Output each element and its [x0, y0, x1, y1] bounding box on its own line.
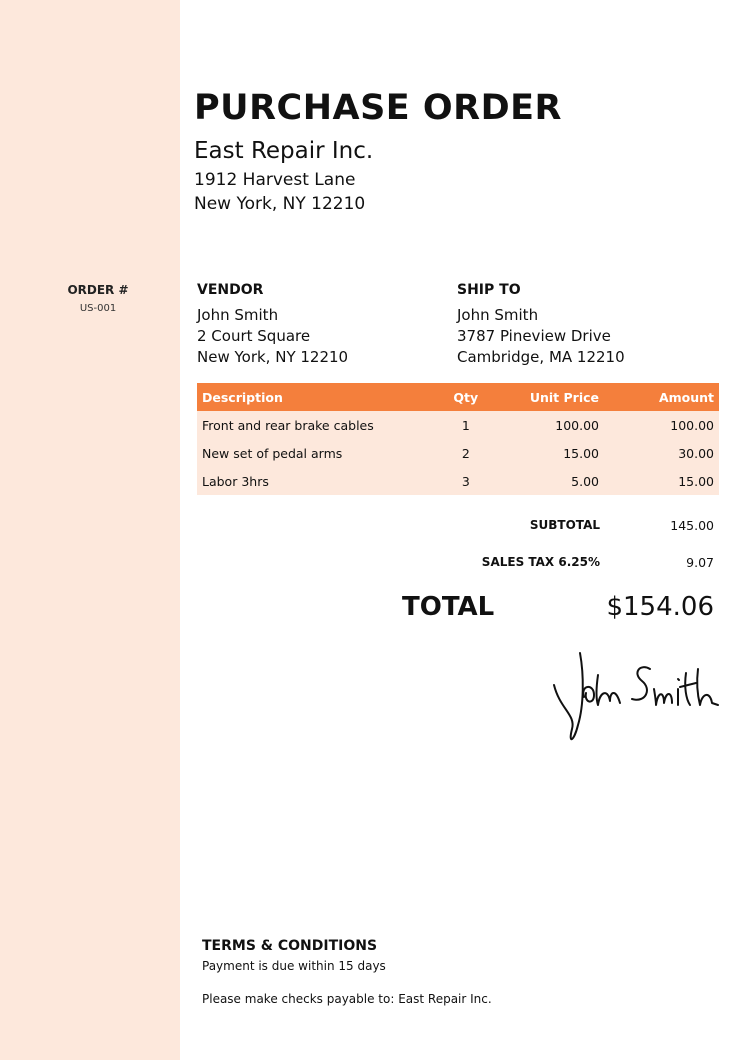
item-unit-price: 100.00: [490, 411, 604, 439]
vendor-city: New York, NY 12210: [197, 348, 349, 366]
item-description: New set of pedal arms: [197, 439, 442, 467]
vendor-name: John Smith: [197, 306, 279, 324]
item-description: Labor 3hrs: [197, 467, 442, 495]
terms-payment-line: Payment is due within 15 days: [202, 959, 386, 973]
order-number-value: US-001: [79, 303, 117, 314]
ship-to-street: 3787 Pineview Drive: [457, 327, 611, 345]
ship-to-city: Cambridge, MA 12210: [457, 348, 625, 366]
table-row: [197, 467, 719, 495]
table-row: [197, 439, 719, 467]
line-items-table: [197, 383, 719, 495]
item-unit-price: 5.00: [490, 467, 604, 495]
column-header-amount: Amount: [604, 383, 719, 411]
vendor-heading: VENDOR: [197, 282, 264, 298]
column-header-description: Description: [197, 383, 442, 411]
company-address-line2: New York, NY 12210: [194, 194, 366, 214]
item-unit-price: 15.00: [490, 439, 604, 467]
ship-to-heading: SHIP TO: [457, 282, 521, 298]
subtotal-label: SUBTOTAL: [529, 518, 600, 532]
sales-tax-value: 9.07: [686, 555, 714, 570]
vendor-street: 2 Court Square: [197, 327, 311, 345]
item-qty: 2: [442, 439, 491, 467]
item-qty: 1: [442, 411, 491, 439]
sidebar-panel: [0, 0, 180, 1060]
column-header-qty: Qty: [442, 383, 491, 411]
table-row: [197, 411, 719, 439]
company-name: East Repair Inc.: [194, 138, 374, 164]
ship-to-name: John Smith: [457, 306, 539, 324]
subtotal-value: 145.00: [670, 518, 714, 533]
total-label: TOTAL: [402, 592, 495, 622]
terms-checks-line: Please make checks payable to: East Repair Inc.: [202, 992, 492, 1006]
company-address-line1: 1912 Harvest Lane: [194, 170, 356, 190]
item-amount: 15.00: [604, 467, 719, 495]
total-value: $154.06: [606, 592, 714, 622]
order-number-label: ORDER #: [67, 283, 129, 297]
document-title: PURCHASE ORDER: [194, 88, 563, 128]
sales-tax-label: SALES TAX 6.25%: [481, 555, 600, 569]
item-amount: 30.00: [604, 439, 719, 467]
item-qty: 3: [442, 467, 491, 495]
signature-image: [550, 645, 720, 750]
terms-heading: TERMS & CONDITIONS: [202, 938, 378, 954]
item-amount: 100.00: [604, 411, 719, 439]
item-description: Front and rear brake cables: [197, 411, 442, 439]
table-header-row: [197, 383, 719, 411]
column-header-unit-price: Unit Price: [490, 383, 604, 411]
